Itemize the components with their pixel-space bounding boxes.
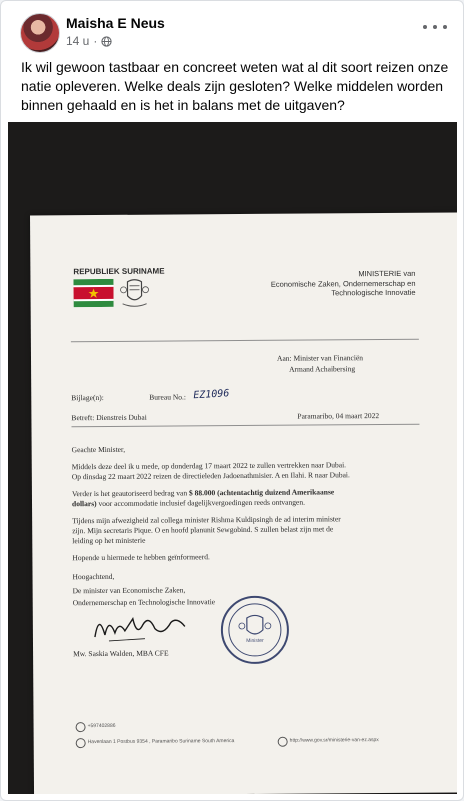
author-name[interactable]: Maisha E Neus [66, 15, 165, 31]
footer-address: Havenlaan 1 Postbus 9354 , Paramaribo Suriname South America [87, 738, 235, 746]
paragraph-text: voor accommodatie inclusief dagelijkvergoedingen reeds ontvangen. [96, 497, 305, 509]
attachments-label: Bijlage(n): [71, 392, 104, 403]
post-header [1, 1, 463, 57]
paragraph-line: Tijdens mijn afwezigheid zal collega minister Rishma Kuldipsingh de ad interim minister [72, 514, 341, 526]
place-date: Paramaribo, 04 maart 2022 [297, 411, 380, 421]
dot [443, 25, 447, 29]
dot [433, 25, 437, 29]
author-avatar[interactable] [20, 13, 60, 53]
post-photo[interactable] [8, 122, 457, 794]
amount-bold: dollars) [71, 499, 97, 509]
handwritten-signature [85, 606, 205, 647]
footer-phone: +597402886 [87, 722, 116, 730]
divider [71, 339, 419, 342]
post-timestamp[interactable]: 14 u [66, 34, 90, 48]
website-icon [278, 737, 288, 747]
ministry-line: Economische Zaken, Ondernemerschap en [270, 278, 416, 289]
ministry-header [240, 269, 415, 299]
bureau-number-handwritten: EZ1096 [192, 388, 230, 402]
paragraph-line: Middels deze deel ik u mede, op donderdag 17 maart 2022 te zullen vertrekken naar Dubai. [71, 460, 347, 472]
addressee-title: Aan: Minister van Financiën [276, 353, 364, 363]
ministry-line: MINISTERIE van [358, 268, 416, 279]
signoff-line: Ondernemerschap en Technologische Innovatie [72, 597, 216, 608]
letter-document [30, 213, 457, 794]
footer-website: http://www.gov.sr/ministerie-van-ez.aspx [289, 737, 379, 744]
paragraph-line [72, 498, 305, 510]
location-icon [76, 738, 86, 748]
closing-note: Hopende u hiermede te hebben geïnformeerd. [72, 552, 210, 563]
meta-separator: · [93, 34, 98, 48]
suriname-flag [73, 279, 113, 307]
letterhead-republic: REPUBLIEK SURINAME [73, 266, 165, 277]
amount-bold: $ 88.000 (achtentachtig duizend Amerikaanse [188, 487, 335, 498]
ministry-line: Technologische Innovatie [331, 287, 416, 298]
post-text: Ik wil gewoon tastbaar en concreet weten wat al dit soort reizen onze natie opleveren. Welke deals zijn gesloten? Welke middelen worden binnen gehaald en is het in balans met de uitgaven? [21, 59, 449, 113]
post-meta [66, 34, 112, 48]
globe-icon [101, 36, 112, 47]
signatory-name: Mw. Saskia Walden, MBA CFE [73, 648, 169, 659]
official-stamp [221, 596, 289, 664]
more-options-icon[interactable] [423, 19, 447, 35]
paragraph-line: leiding op het ministerie [72, 535, 146, 546]
signoff-line: De minister van Economische Zaken, [72, 585, 186, 596]
paragraph-line: Op dinsdag 22 maart 2022 reizen de directieleden Jadoenathmisier. A en Ilahi. R naar Dubai. [71, 470, 350, 482]
dot [423, 25, 427, 29]
addressee-name: Armand Achaibersing [289, 364, 356, 374]
salutation: Geachte Minister, [71, 444, 126, 455]
coat-of-arms-emblem [119, 276, 149, 310]
bureau-label: Bureau No.: [149, 392, 186, 402]
subject-line: Betreft: Dienstreis Dubai [71, 412, 147, 423]
divider [71, 424, 419, 427]
paragraph-line: zijn. Mijn secretaris Pique. O en hoofd planunit Sewgobind. S zullen belast zijn met de [72, 524, 334, 536]
stamp-label: Minister [246, 637, 264, 644]
paragraph-text: Verder is het geautoriseerd bedrag van [71, 488, 190, 499]
stamp-emblem [223, 598, 287, 662]
phone-icon [76, 722, 86, 732]
closing: Hoogachtend, [72, 571, 115, 582]
